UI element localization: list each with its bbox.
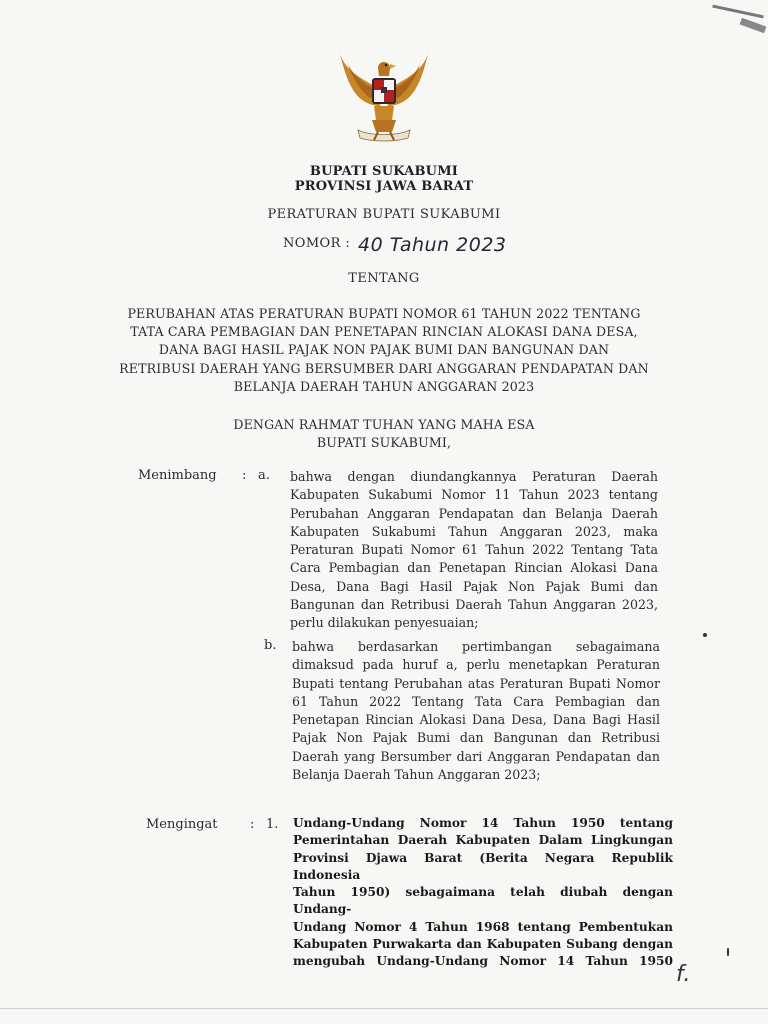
item-marker: a. (258, 468, 270, 483)
text-line: Peraturan Bupati Nomor 61 Tahun 2022 Tentang Tata (290, 542, 658, 558)
text-line: Kabupaten Sukabumi Nomor 11 Tahun 2023 tentang (290, 487, 658, 503)
text-line: perlu dilakukan penyesuaian; (290, 615, 479, 631)
garuda-emblem-icon (334, 50, 434, 145)
header-line1: BUPATI SUKABUMI (309, 164, 459, 179)
text-line: bahwa berdasarkan pertimbangan sebagaimana (292, 639, 660, 654)
text-line: Undang-Undang Nomor 14 Tahun 1950 tentang (293, 816, 673, 830)
menimbang-item-b (292, 638, 660, 784)
title-line: TATA CARA PEMBAGIAN DAN PENETAPAN RINCIAN ALOKASI DANA DESA, (130, 324, 638, 340)
text-line: Pajak Non Pajak Bumi dan Bangunan dan Retribusi (292, 730, 660, 746)
menimbang-colon: : (242, 468, 247, 483)
title-line: BELANJA DAERAH TAHUN ANGGARAN 2023 (233, 378, 535, 394)
text-line: Pemerintahan Daerah Kabupaten Dalam Lingkungan (293, 833, 673, 848)
text-line: Undang Nomor 4 Tahun 1968 tentang Pembentukan (293, 919, 673, 934)
text-line: bahwa dengan diundangkannya Peraturan Daerah (290, 469, 658, 484)
text-line: Cara Pembagian dan Penetapan Rincian Alokasi Dana (290, 560, 658, 576)
text-line: mengubah Undang-Undang Nomor 14 Tahun 1950 (293, 954, 673, 969)
regulation-title: PERATURAN BUPATI SUKABUMI (267, 207, 501, 222)
text-line: Provinsi Djawa Barat (Berita Negara Republik Indonesia (293, 850, 673, 882)
text-line: Penetapan Rincian Alokasi Dana Desa, Dana Bagi Hasil (292, 712, 660, 728)
title-line: RETRIBUSI DAERAH YANG BERSUMBER DARI ANGGARAN PENDAPATAN DAN (119, 360, 649, 376)
preamble-line1: DENGAN RAHMAT TUHAN YANG MAHA ESA (233, 417, 535, 432)
scan-speck (727, 948, 729, 956)
nomor-handwritten: 40 Tahun 2023 (358, 234, 507, 256)
mengingat-label: Mengingat (146, 817, 218, 832)
header-line2: PROVINSI JAWA BARAT (294, 179, 474, 194)
text-line: Kabupaten Purwakarta dan Kabupaten Subang dengan (293, 937, 673, 952)
text-line: Desa, Dana Bagi Hasil Pajak Non Pajak Bumi dan (290, 578, 658, 594)
preamble-line2: BUPATI SUKABUMI, (316, 435, 452, 451)
menimbang-item-a (290, 468, 658, 633)
nomor-label: NOMOR : (283, 236, 351, 251)
preamble (0, 416, 768, 452)
regulation-subject (0, 305, 768, 396)
text-line: Perubahan Anggaran Pendapatan dan Belanja Daerah (290, 505, 658, 521)
text-line: 61 Tahun 2022 Tentang Tata Cara Pembagian dan (292, 693, 660, 709)
item-marker: 1. (266, 817, 279, 832)
initial-mark: f. (676, 962, 691, 987)
scan-speck (703, 633, 707, 637)
scan-edge (0, 1008, 768, 1009)
text-line: Tahun 1950) sebagaimana telah diubah dengan Undang- (293, 885, 673, 917)
menimbang-label: Menimbang (138, 468, 217, 483)
text-line: Belanja Daerah Tahun Anggaran 2023; (292, 767, 541, 783)
mengingat-item-1 (293, 815, 673, 971)
text-line: dimaksud pada huruf a, perlu menetapkan Peraturan (292, 657, 660, 673)
text-line: Bupati tentang Perubahan atas Peraturan Bupati Nomor (292, 675, 660, 691)
scan-edge (740, 18, 767, 33)
nomor-row (283, 234, 543, 262)
text-line: Bangunan dan Retribusi Daerah Tahun Anggaran 2023, (290, 597, 658, 613)
title-line: DANA BAGI HASIL PAJAK NON PAJAK BUMI DAN BANGUNAN DAN (158, 342, 610, 358)
item-marker: b. (264, 638, 277, 653)
mengingat-colon: : (250, 817, 255, 832)
title-line: PERUBAHAN ATAS PERATURAN BUPATI NOMOR 61 TAHUN 2022 TENTANG (127, 306, 641, 321)
text-line: Kabupaten Sukabumi Tahun Anggaran 2023, maka (290, 523, 658, 539)
text-line: Daerah yang Bersumber dari Anggaran Pendapatan dan (292, 748, 660, 764)
tentang-label: TENTANG (348, 271, 420, 286)
scan-edge (712, 5, 763, 19)
